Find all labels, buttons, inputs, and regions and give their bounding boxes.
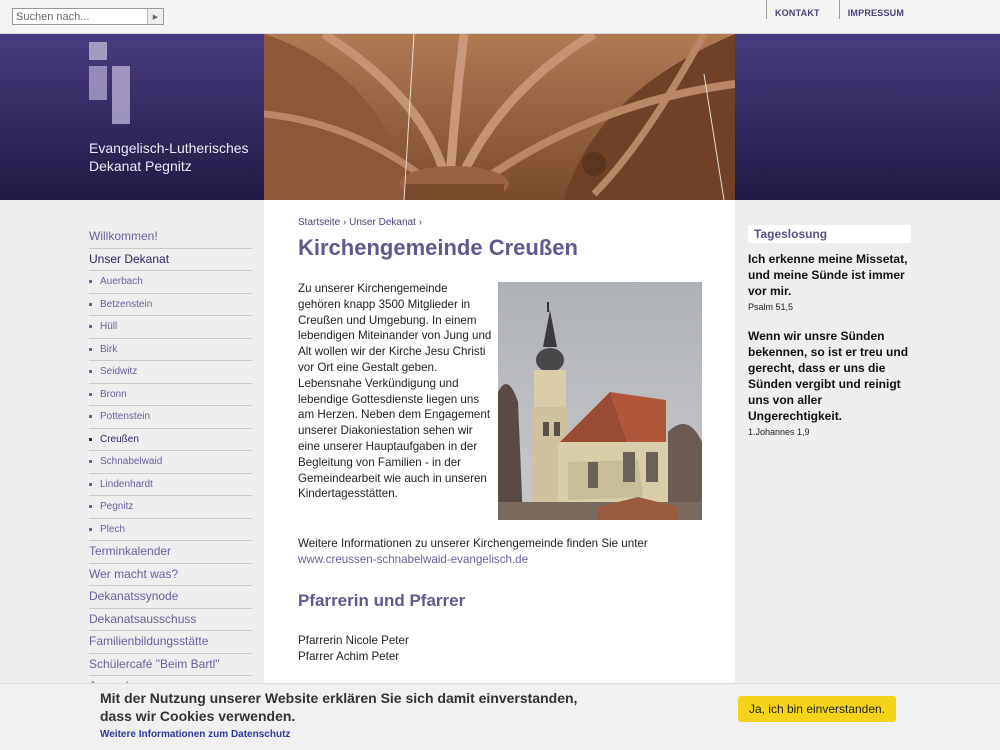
search-box — [12, 8, 164, 25]
cookie-message-line-1: Mit der Nutzung unserer Website erklären Sie sich damit einverstanden, — [100, 690, 578, 706]
right-sidebar — [735, 200, 1000, 750]
sub-item-huell[interactable] — [89, 316, 252, 339]
sub-item-seidwitz[interactable] — [89, 361, 252, 384]
verse-reference: 1.Johannes 1,9 — [748, 427, 810, 437]
sub-item-label: Pegnitz — [100, 501, 134, 513]
intro-text: Zu unserer Kirchengemeinde gehören knapp 3500 Mitglieder in Creußen und Umgebung. In einem lebendigen Miteinander von Jung und Alt wollen wir der Kirche Jesu Christi vor Ort eine Gestalt geben. Lebensnahe Verkündigung und lebendige Gottesdienste liegen uns am Herzen. Neben dem Engagement unserer Diakoniestation sehen wir eine unserer Hauptaufgaben in der Begleitung von Familien - in der Gemeindearbeit wie auch in unseren Kindertagesstätten. — [298, 282, 492, 501]
nav-item-wer-macht-was[interactable]: Wer macht was? — [89, 564, 252, 587]
pastor-list — [298, 633, 409, 665]
section-title-pastors: Pfarrerin und Pfarrer — [298, 591, 466, 610]
header-vault-photo — [264, 34, 735, 200]
sub-item-label: Seidwitz — [100, 366, 138, 378]
sub-item-pottenstein[interactable] — [89, 406, 252, 429]
site-header — [0, 34, 1000, 200]
sub-item-label: Lindenhardt — [100, 478, 153, 490]
sub-item-label: Schnabelwaid — [100, 456, 163, 468]
brand-line-1: Evangelisch-Lutherisches — [89, 140, 249, 156]
verse-reference: Psalm 51,5 — [748, 302, 794, 312]
cookie-message-line-2: dass wir Cookies verwenden. — [100, 708, 296, 724]
cookie-banner — [0, 683, 1000, 750]
bullet-icon — [89, 438, 92, 441]
bullet-icon — [89, 415, 92, 418]
sub-item-birk[interactable] — [89, 339, 252, 362]
bullet-icon — [89, 393, 92, 396]
verse-text: Ich erkenne meine Missetat, und meine Sünde ist immer vor mir. — [748, 252, 908, 298]
top-bar — [0, 0, 1000, 34]
cookie-message — [100, 689, 577, 725]
bullet-icon — [89, 325, 92, 328]
verse-text: Wenn wir unsre Sünden bekennen, so ist er treu und gerecht, dass er uns die Sünden vergibt und reinigt uns von aller Ungerechtigkeit. — [748, 329, 909, 423]
pastor-name: Pfarrer Achim Peter — [298, 650, 400, 663]
search-button[interactable] — [147, 9, 163, 24]
kontakt-link[interactable]: KONTAKT — [766, 0, 828, 19]
search-input[interactable] — [13, 9, 147, 24]
bullet-icon — [89, 348, 92, 351]
site-brand — [89, 139, 249, 175]
privacy-link[interactable]: Weitere Informationen zum Datenschutz — [100, 729, 291, 740]
nav-item-dekanatssynode[interactable]: Dekanatssynode — [89, 586, 252, 609]
sub-item-label: Creußen — [100, 433, 139, 445]
breadcrumb-startseite[interactable]: Startseite — [298, 217, 341, 228]
dekanat-logo[interactable] — [89, 42, 131, 124]
nav-item-familienbildungsstaette[interactable]: Familienbildungsstätte — [89, 631, 252, 654]
bullet-icon — [89, 303, 92, 306]
sub-item-pegnitz[interactable] — [89, 496, 252, 519]
sub-item-label: Bronn — [100, 388, 127, 400]
church-photo — [498, 282, 702, 520]
breadcrumb-unser-dekanat[interactable]: Unser Dekanat — [349, 217, 416, 228]
nav-item-unser-dekanat[interactable]: Unser Dekanat — [89, 249, 252, 272]
pastor-name: Pfarrerin Nicole Peter — [298, 634, 409, 647]
nav-item-willkommen[interactable]: Willkommen! — [89, 226, 252, 249]
bullet-icon — [89, 505, 92, 508]
tageslosung-verse-2 — [748, 328, 913, 437]
main-content — [264, 200, 735, 750]
parish-website-link[interactable]: www.creussen-schnabelwaid-evangelisch.de — [298, 552, 529, 566]
nav-item-terminkalender[interactable]: Terminkalender — [89, 541, 252, 564]
main-navigation — [89, 226, 252, 699]
sub-item-creussen[interactable] — [89, 429, 252, 452]
more-info-label: Weitere Informationen zu unserer Kirchengemeinde finden Sie unter — [298, 537, 648, 550]
left-sidebar — [0, 200, 264, 750]
sub-item-bronn[interactable] — [89, 384, 252, 407]
nav-item-schuelercafe[interactable]: Schülercafé "Beim Bartl" — [89, 654, 252, 677]
breadcrumb-separator: › — [418, 217, 422, 228]
cookie-accept-button[interactable]: Ja, ich bin einverstanden. — [738, 696, 896, 722]
top-links — [766, 0, 923, 19]
sub-item-plech[interactable] — [89, 519, 252, 542]
sub-item-label: Birk — [100, 343, 118, 355]
sub-item-label: Betzenstein — [100, 298, 153, 310]
breadcrumb — [298, 217, 422, 228]
play-triangle-icon: ▶ — [152, 13, 159, 21]
tageslosung-heading: Tageslosung — [748, 225, 911, 243]
impressum-link[interactable]: IMPRESSUM — [839, 0, 912, 19]
bullet-icon — [89, 460, 92, 463]
page-title: Kirchengemeinde Creußen — [298, 235, 578, 260]
bullet-icon — [89, 370, 92, 373]
bullet-icon — [89, 483, 92, 486]
breadcrumb-separator: › — [343, 217, 350, 228]
sub-item-label: Pottenstein — [100, 411, 151, 423]
bullet-icon — [89, 528, 92, 531]
sub-item-lindenhardt[interactable] — [89, 474, 252, 497]
more-info-text — [298, 536, 718, 568]
sub-item-schnabelwaid[interactable] — [89, 451, 252, 474]
sub-item-auerbach[interactable] — [89, 271, 252, 294]
sub-item-label: Auerbach — [100, 276, 143, 288]
brand-line-2: Dekanat Pegnitz — [89, 158, 192, 174]
bullet-icon — [89, 280, 92, 283]
sub-item-betzenstein[interactable] — [89, 294, 252, 317]
sub-item-label: Plech — [100, 523, 126, 535]
sub-item-label: Hüll — [100, 321, 118, 333]
nav-item-dekanatsausschuss[interactable]: Dekanatsausschuss — [89, 609, 252, 632]
tageslosung-verse-1 — [748, 251, 913, 312]
